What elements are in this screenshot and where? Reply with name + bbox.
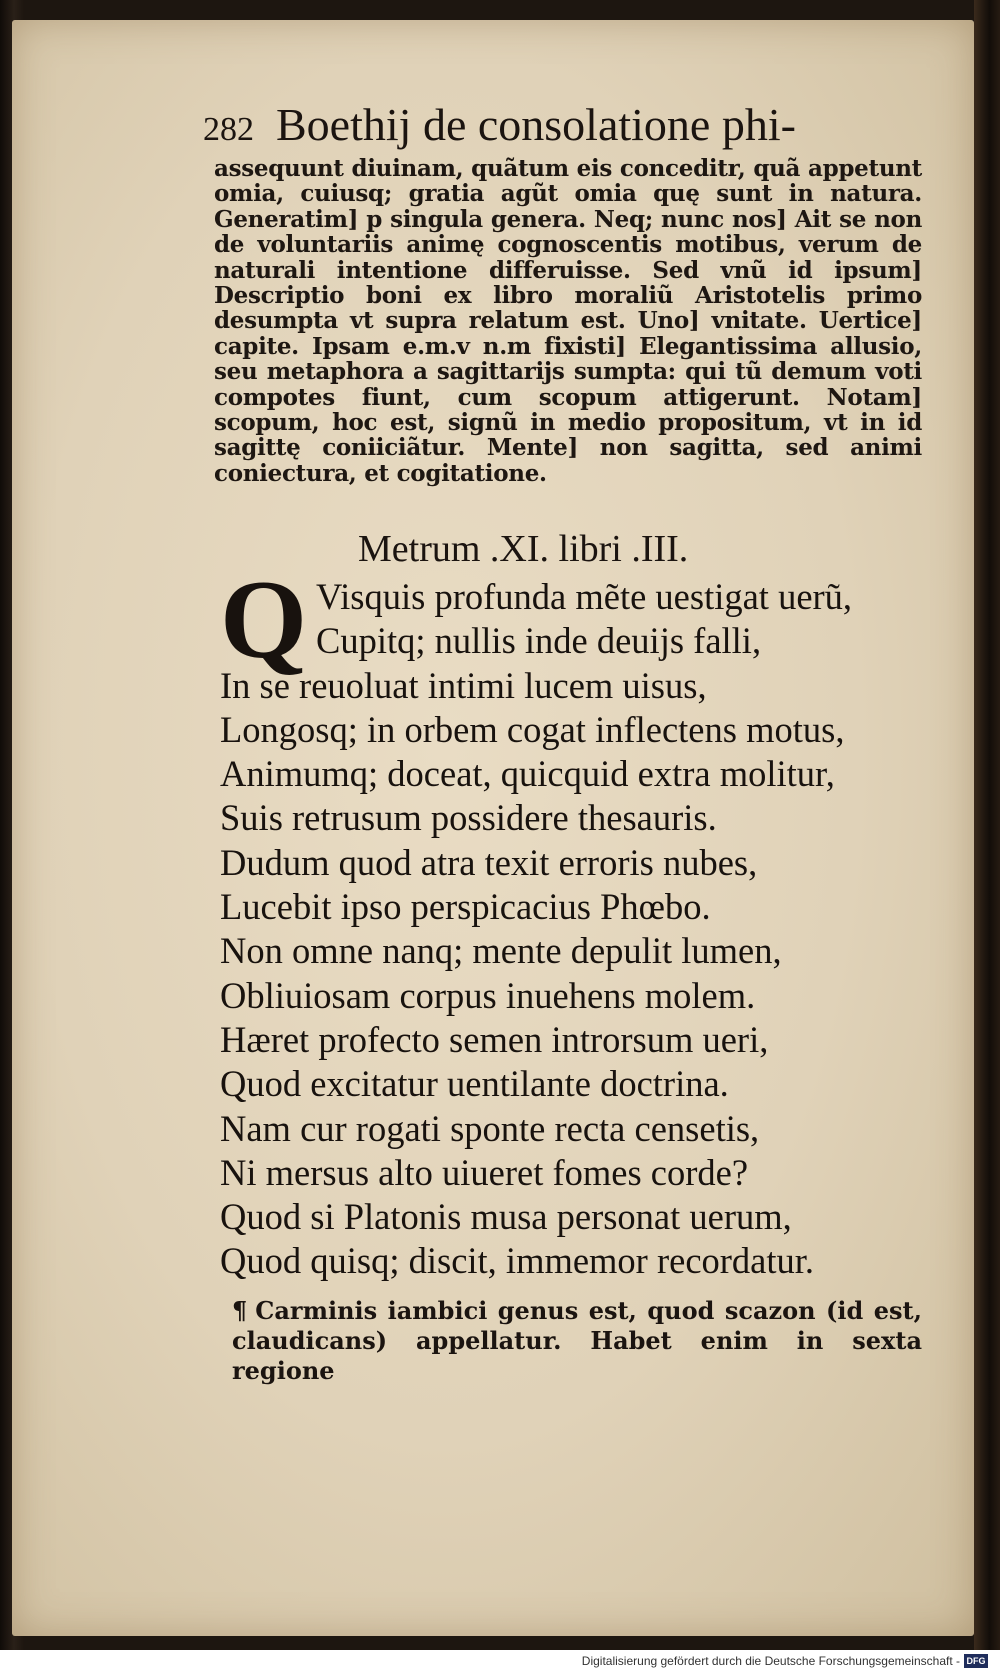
poem-line: Quod quisq; discit, immemor recordatur. (220, 1240, 815, 1282)
running-title: Boethij de consolatione phi- (276, 99, 796, 150)
poem-line: Nam cur rogati sponte recta censetis, (220, 1107, 760, 1149)
book-spine (974, 0, 1000, 1650)
commentary-text: assequunt diuinam, quãtum eis conceditr, quã appetunt omia, cuiusq; gratia agũt omia quę sunt in natura. Generatim] p singula genera. Neq; nunc nos] Ait se non de voluntariis animę cognoscentis motibus, verum de naturali intentione differuisse. Sed vnũ id ipsum] Descriptio boni ex libro moraliũ Aristotelis primo desumpta vt supra relatum est. Uno] vnitate. Uertice] capite. Ipsam e.m.v n.m fixisti] Elegantissima allusio, seu metaphora a sagittarijs sumpta: qui tũ demum voti compotes fiunt, cum scopum attigerunt. Notam] scopum, hoc est, signũ in medio propositum, vt in id sagittę coniiciãtur. Mente] non sagitta, sed animi coniectura, et cogitatione. (214, 155, 922, 487)
poem-line: Animumq; doceat, quicquid extra molitur, (220, 753, 835, 795)
dfg-logo-icon: DFG (964, 1654, 988, 1668)
poem-line: In se reuoluat intimi lucem uisus, (220, 664, 707, 706)
poem-line: Cupitq; nullis inde deuijs falli, (316, 620, 762, 662)
drop-cap-initial: Q (220, 558, 308, 682)
poem-line: Suis retrusum possidere thesauris. (220, 797, 717, 839)
metrum-title: Metrum .XI. libri .III. (358, 528, 689, 570)
poem-line: Visquis profunda mẽte uestigat uerũ, (316, 576, 853, 617)
poem-line: Ni mersus alto uiueret fomes corde? (220, 1151, 749, 1193)
footer-credit: Digitalisierung gefördert durch die Deutsche Forschungsgemeinschaft - (581, 1654, 960, 1668)
poem-line: Dudum quod atra texit erroris nubes, (220, 841, 758, 883)
poem-line: Quod si Platonis musa personat uerum, (220, 1196, 792, 1238)
poem-block (220, 575, 940, 1284)
commentary-block (214, 156, 922, 486)
poem-line: Lucebit ipso perspicacius Phœbo. (220, 886, 711, 928)
paragraph-mark: ¶ (232, 1296, 248, 1325)
poem-line: Longosq; in orbem cogat inflectens motus, (220, 708, 845, 750)
page-number: 282 (203, 111, 254, 148)
poem-line: Quod excitatur uentilante doctrina. (220, 1063, 729, 1105)
poem-line: Obliuiosam corpus inuehens molem. (220, 974, 756, 1016)
metre-note-text: Carminis iambici genus est, quod scazon (id est, claudicans) appellatur. Habet enim in sexta regione (232, 1296, 922, 1385)
poem-line: Non omne nanq; mente depulit lumen, (220, 930, 782, 972)
footer-bar (0, 1650, 1000, 1673)
metre-note (232, 1296, 922, 1386)
page-header (203, 98, 843, 151)
poem-line: Hæret profecto semen introrsum ueri, (220, 1018, 769, 1060)
